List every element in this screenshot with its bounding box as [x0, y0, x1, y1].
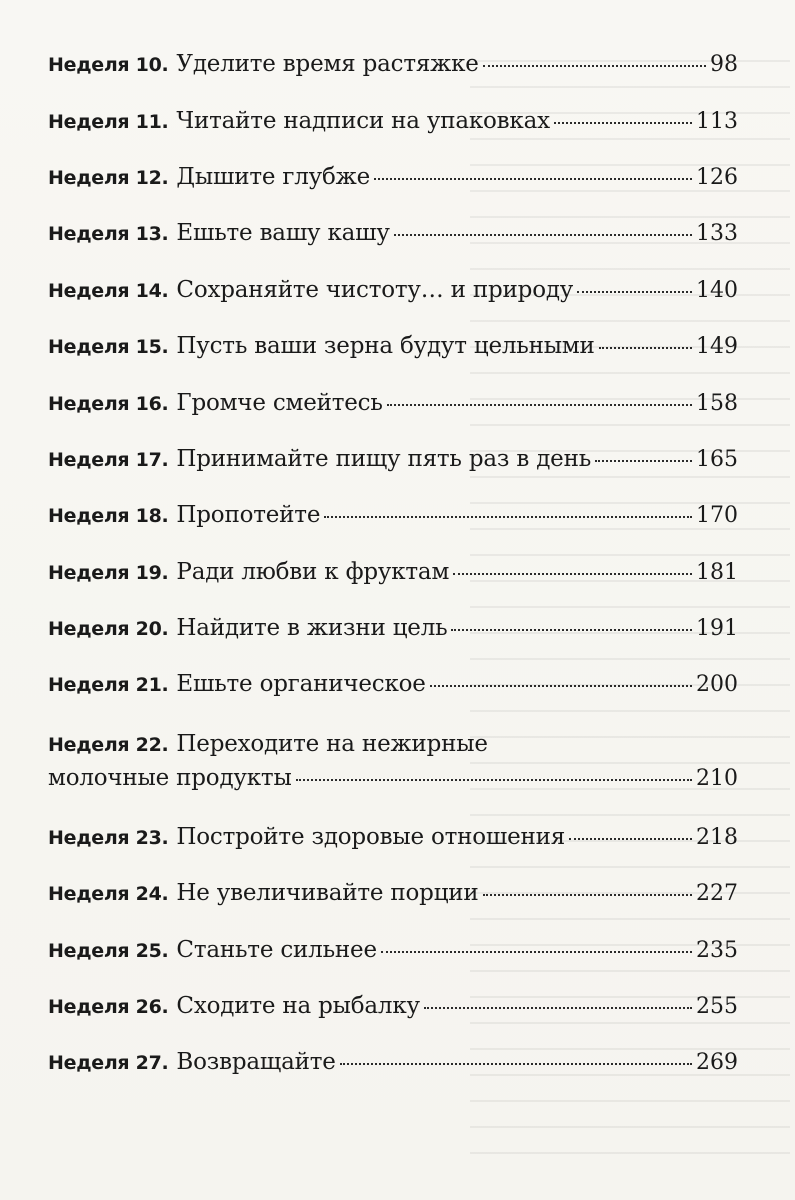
- toc-entry-title: Сходите на рыбалку: [176, 993, 420, 1020]
- dot-leader: [430, 685, 692, 687]
- toc-entry-page: 218: [696, 824, 738, 850]
- dot-leader: [387, 404, 692, 406]
- toc-entry-label: Неделя 10.: [48, 54, 169, 77]
- toc-entry-week-11: [48, 92, 738, 148]
- toc-entry-label: Неделя 24.: [48, 883, 169, 906]
- toc-entry-title: Ешьте вашу кашу: [176, 220, 390, 247]
- dot-leader: [569, 838, 692, 840]
- toc-entry-label: Неделя 21.: [48, 674, 169, 697]
- toc-entry-week-18: [48, 487, 738, 543]
- toc-entry-week-23: [48, 809, 738, 865]
- toc-entry-label: Неделя 14.: [48, 279, 169, 302]
- toc-entry-label: Неделя 27.: [48, 1052, 169, 1075]
- dot-leader: [374, 178, 692, 180]
- toc-entry-week-27: [48, 1034, 738, 1090]
- toc-entry-label: Неделя 25.: [48, 939, 169, 962]
- toc-entry-title: Возвращайте: [176, 1049, 336, 1076]
- toc-entry-title: Ешьте органическое: [176, 671, 426, 698]
- toc-entry-page: 140: [696, 277, 738, 303]
- toc-entry-title: Пусть ваши зерна будут цельными: [176, 333, 595, 360]
- toc-entry-week-15: [48, 318, 738, 374]
- toc-entry-week-26: [48, 978, 738, 1034]
- toc-entry-title: Уделите время растяжке: [176, 51, 479, 78]
- toc-entry-page: 210: [696, 765, 738, 791]
- toc-entry-page: 165: [696, 446, 738, 472]
- dot-leader: [483, 65, 706, 67]
- toc-entry-label: Неделя 19.: [48, 561, 169, 584]
- toc-entry-title: Громче смейтесь: [176, 389, 383, 416]
- toc-entry-label: Неделя 18.: [48, 505, 169, 528]
- toc-entry-week-13: [48, 205, 738, 261]
- dot-leader: [577, 291, 692, 293]
- toc-entry-title: Дышите глубже: [176, 163, 370, 190]
- dot-leader: [483, 894, 692, 896]
- toc-entry-title: Читайте надписи на упаковках: [176, 107, 550, 134]
- toc-entry-title: Принимайте пищу пять раз в день: [176, 445, 592, 472]
- toc-entry-page: 126: [696, 164, 738, 190]
- toc-entry-page: 200: [696, 672, 738, 698]
- toc-entry-label: Неделя 23.: [48, 826, 169, 849]
- toc-entry-title: Сохраняйте чистоту… и природу: [176, 276, 574, 303]
- toc-entry-week-17: [48, 431, 738, 487]
- dot-leader: [296, 779, 692, 781]
- dot-leader: [394, 234, 692, 236]
- toc-entry-page: 149: [696, 334, 738, 360]
- dot-leader: [424, 1007, 692, 1009]
- toc-entry-week-19: [48, 544, 738, 600]
- toc-entry-title: Не увеличивайте порции: [176, 880, 479, 907]
- toc-entry-title-continued: молочные продукты: [48, 764, 292, 791]
- dot-leader: [595, 460, 692, 462]
- toc-entry-label: Неделя 12.: [48, 166, 169, 189]
- toc-entry-week-12: [48, 149, 738, 205]
- toc-entry-week-21: [48, 656, 738, 712]
- toc-entry-page: 227: [696, 881, 738, 907]
- dot-leader: [554, 122, 692, 124]
- toc-entry-page: 181: [696, 559, 738, 585]
- toc-entry-page: 113: [696, 108, 738, 134]
- toc-entry-week-16: [48, 374, 738, 430]
- toc-entry-week-20: [48, 600, 738, 656]
- toc-entry-title: Найдите в жизни цель: [176, 615, 448, 642]
- toc-entry-page: 191: [696, 616, 738, 642]
- toc-entry-label: Неделя 16.: [48, 392, 169, 415]
- toc-entry-label: Неделя 11.: [48, 110, 169, 133]
- dot-leader: [451, 629, 692, 631]
- dot-leader: [324, 516, 692, 518]
- toc-entry-week-10: [48, 36, 738, 92]
- toc-entry-label: Неделя 20.: [48, 618, 169, 641]
- toc-entry-week-24: [48, 865, 738, 921]
- table-of-contents: [48, 36, 738, 1091]
- toc-entry-label: Неделя 22.: [48, 733, 169, 756]
- toc-entry-page: 170: [696, 503, 738, 529]
- toc-entry-title: Пропотейте: [176, 502, 321, 529]
- toc-entry-page: 133: [696, 221, 738, 247]
- toc-entry-page: 255: [696, 994, 738, 1020]
- toc-entry-page: 235: [696, 937, 738, 963]
- toc-entry-page: 158: [696, 390, 738, 416]
- dot-leader: [453, 573, 692, 575]
- toc-entry-week-22: [48, 713, 738, 809]
- toc-entry-label: Неделя 13.: [48, 223, 169, 246]
- toc-entry-week-25: [48, 921, 738, 977]
- toc-entry-label: Неделя 17.: [48, 448, 169, 471]
- dot-leader: [599, 347, 692, 349]
- toc-entry-label: Неделя 26.: [48, 996, 169, 1019]
- toc-entry-label: Неделя 15.: [48, 336, 169, 359]
- toc-entry-week-14: [48, 262, 738, 318]
- toc-entry-title: Постройте здоровые отношения: [176, 823, 566, 850]
- toc-entry-title: Ради любви к фруктам: [176, 558, 450, 585]
- toc-entry-page: 269: [696, 1050, 738, 1076]
- toc-entry-title: Станьте сильнее: [176, 936, 377, 963]
- dot-leader: [381, 951, 692, 953]
- toc-entry-page: 98: [710, 52, 738, 78]
- dot-leader: [340, 1063, 692, 1065]
- toc-entry-title: Переходите на нежирные: [176, 730, 488, 757]
